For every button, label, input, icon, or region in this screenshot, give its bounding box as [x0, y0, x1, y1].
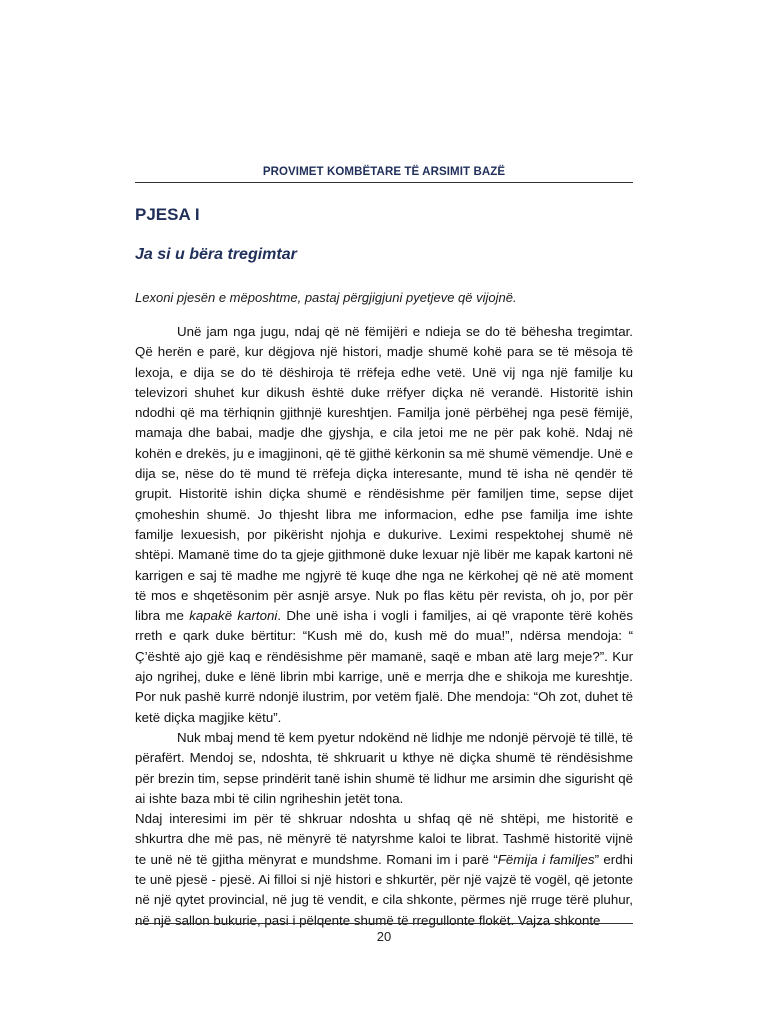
story-body [135, 322, 633, 931]
reading-instruction: Lexoni pjesën e mëposhtme, pastaj përgjigjuni pyetjeve që vijojnë. [135, 290, 517, 305]
running-header: PROVIMET KOMBËTARE TË ARSIMIT BAZË [262, 166, 506, 178]
story-title: Ja si u bëra tregimtar [135, 246, 297, 263]
paragraph-1-italic: kapakë kartoni [189, 608, 278, 624]
page-number: 20 [376, 929, 392, 944]
footer-divider [135, 923, 633, 924]
header-divider [135, 182, 633, 183]
paragraph-2: Nuk mbaj mend të kem pyetur ndokënd në lidhje me ndonjë përvojë të tillë, të përafërt. Mendoj se, ndoshta, të shkruarit u kthye në diçka shumë të rëndësishme për brezin tim, sepse prindërit tanë ishin shumë të lidhur me arsimin dhe sigurisht që ai ishte baza mbi të cilin ngriheshin jetët tona. [135, 729, 633, 806]
paragraph-3-text-a: Ndaj interesimi im për të shkruar ndoshta u shfaq që në shtëpi, me historitë e shkurtra dhe më pas, në mënyrë të natyrshme kaloi te librat. Tashmë historitë vijnë te unë në të gjitha mënyrat e mundshme. Romani im i parë “ [135, 811, 633, 867]
paragraph-3 [135, 809, 633, 931]
section-title: PJESA I [135, 205, 200, 224]
paragraph-3-italic: Fëmija i familjes [497, 851, 595, 867]
paragraph-3-text-b: ” erdhi te unë pjesë - pjesë. Ai filloi si një histori e shkurtër, për një vajzë të vogël, që jetonte në një qytet provincial, në jug të vendit, e cila shkonte, përmes një rruge tërë pluhur, në një sallon bukurie, pasi i pëlqente shumë të rregullonte flokët. Vajza shkonte [135, 851, 633, 928]
paragraph-1-text-b: . Dhe unë isha i vogli i familjes, ai që vraponte tërë kohës rreth e qark duke bërtitur: “Kush më do, kush më do mua!”, ndërsa mendoja: “ Ç’është ajo gjë kaq e rëndësishme për mamanë, saqë e mban atë larg meje?”. Kur ajo ngrihej, duke e lënë librin mbi karrige, unë e merrja dhe e shikoja me kureshtje. Por nuk pashë kurrë ndonjë ilustrim, por vetëm fjalë. Dhe mendoja: “Oh zot, duhet të ketë diçka magjike këtu”. [135, 608, 633, 725]
paragraph-1-text-a: Unë jam nga jugu, ndaj që në fëmijëri e ndieja se do të bëhesha tregimtar. Që herën e parë, kur dëgjova një histori, madje shumë kohë para se të mësoja të lexoja, e dija se do të dëshiroja të rrëfeja edhe vetë. Unë vij nga një familje ku televizori shuhet kur dikush është duke rrëfyer diçka në verandë. Historitë ishin ndodhi që ma tërhiqnin gjithnjë kureshtjen. Familja jonë përbëhej nga pesë fëmijë, mamaja dhe babai, madje dhe gjyshja, e cila jetoi me ne për pak kohë. Ndaj në kohën e drekës, ju e imagjinoni, që të gjithë kërkonin sa më shumë vëmendje. Unë e dija se, nëse do të mund të rrëfeja diçka interesante, mund të isha në qendër të grupit. Historitë ishin diçka shumë e rëndësishme për familjen time, sepse dijet çmoheshin shumë. Jo thjesht libra me informacion, edhe pse familja ime ishte familje lexuesish, por pikërisht njohja e dukurive. Leximi respektohej shumë në shtëpi. Mamanë time do ta gjeje gjithmonë duke lexuar një libër me kapak kartoni në karrigen e saj të madhe me ngjyrë të kuqe dhe nga ne kërkohej që në atë moment të mos e shqetësonim për asnjë arsye. Nuk po flas këtu për revista, oh jo, por për libra me [135, 324, 633, 624]
paragraph-1 [135, 322, 633, 728]
